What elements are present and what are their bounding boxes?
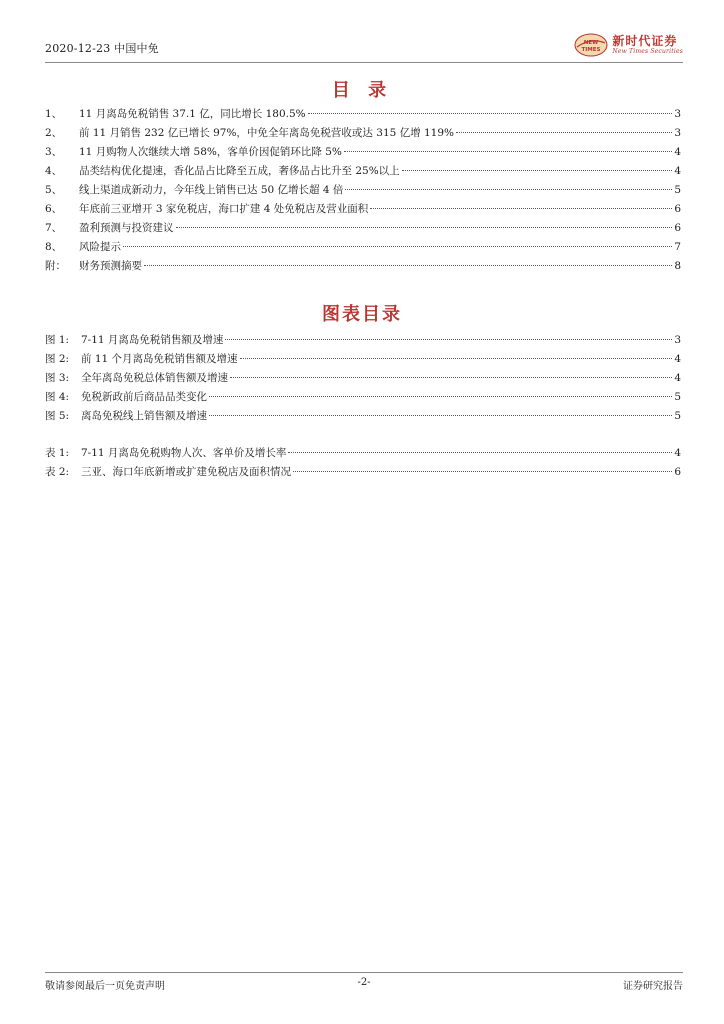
dot-leader <box>344 150 672 152</box>
entry-title: 免税新政前后商品品类变化 <box>81 391 207 403</box>
dot-leader <box>240 357 673 359</box>
page-number: -2- <box>357 977 371 988</box>
dot-leader <box>402 169 673 171</box>
entry-number: 7、 <box>45 222 63 234</box>
footer-report-type: 证券研究报告 <box>623 981 683 992</box>
entry-title: 线上渠道成新动力，今年线上销售已达 50 亿增长超 4 倍 <box>79 184 344 196</box>
toc-entry[interactable] <box>45 258 681 277</box>
entry-page-number: 6 <box>674 222 681 234</box>
svg-text:NEW: NEW <box>584 40 599 46</box>
toc-entry[interactable] <box>45 201 681 220</box>
entry-page-number: 4 <box>674 372 681 384</box>
entry-page-number: 4 <box>674 447 681 459</box>
entry-page-number: 7 <box>674 241 681 253</box>
dot-leader <box>123 245 672 247</box>
entry-page-number: 5 <box>674 184 681 196</box>
figure-entry[interactable] <box>45 351 681 370</box>
footer-divider <box>45 972 683 973</box>
table-entry[interactable] <box>45 464 681 483</box>
header-divider <box>45 62 683 63</box>
entry-page-number: 8 <box>674 260 681 272</box>
entry-page-number: 6 <box>674 466 681 478</box>
header-date-company: 2020-12-23 中国中免 <box>45 42 159 55</box>
dot-leader <box>209 395 672 397</box>
entry-number: 附： <box>45 260 66 272</box>
toc-entry[interactable] <box>45 163 681 182</box>
entry-title: 风险提示 <box>79 241 121 253</box>
tables-list <box>45 445 681 483</box>
footer-disclaimer: 敬请参阅最后一页免责声明 <box>45 981 165 992</box>
entry-title: 前 11 个月离岛免税销售额及增速 <box>81 353 238 365</box>
logo-chinese-name: 新时代证券 <box>612 33 678 48</box>
entry-page-number: 6 <box>674 203 681 215</box>
entry-title: 三亚、海口年底新增或扩建免税店及面积情况 <box>81 466 291 478</box>
entry-number: 6、 <box>45 203 63 215</box>
entry-title: 全年离岛免税总体销售额及增速 <box>81 372 228 384</box>
entry-number: 4、 <box>45 165 63 177</box>
entry-number: 图 4: <box>45 391 70 403</box>
dot-leader <box>176 226 673 228</box>
toc-entry[interactable] <box>45 239 681 258</box>
dot-leader <box>288 451 672 453</box>
dot-leader <box>345 188 672 190</box>
page-header <box>45 30 683 62</box>
figure-entry[interactable] <box>45 370 681 389</box>
entry-page-number: 3 <box>674 334 681 346</box>
dot-leader <box>225 338 672 340</box>
entry-page-number: 4 <box>674 165 681 177</box>
entry-number: 图 2: <box>45 353 70 365</box>
entry-title: 前 11 月销售 232 亿已增长 97%，中免全年离岛免税营收或达 315 亿增 119% <box>79 127 454 139</box>
entry-page-number: 3 <box>674 108 681 120</box>
entry-page-number: 4 <box>674 146 681 158</box>
entry-title: 7-11 月离岛免税购物人次、客单价及增长率 <box>81 447 287 459</box>
toc-entry[interactable] <box>45 182 681 201</box>
dot-leader <box>456 131 672 133</box>
dot-leader <box>144 264 672 266</box>
figures-heading: 图表目录 <box>322 304 402 325</box>
entry-page-number: 4 <box>674 353 681 365</box>
entry-title: 盈利预测与投资建议 <box>79 222 174 234</box>
figure-entry[interactable] <box>45 408 681 427</box>
entry-title: 财务预测摘要 <box>79 260 142 272</box>
entry-number: 图 5: <box>45 410 70 422</box>
logo-badge-icon <box>574 33 608 57</box>
dot-leader <box>293 470 672 472</box>
dot-leader <box>209 414 672 416</box>
figure-entry[interactable] <box>45 389 681 408</box>
entry-title: 品类结构优化提速，香化品占比降至五成，奢侈品占比升至 25%以上 <box>79 165 400 177</box>
entry-number: 8、 <box>45 241 63 253</box>
figure-entry[interactable] <box>45 332 681 351</box>
toc-entry[interactable] <box>45 125 681 144</box>
entry-number: 图 3: <box>45 372 70 384</box>
entry-page-number: 5 <box>674 410 681 422</box>
toc-list <box>45 106 681 277</box>
toc-entry[interactable] <box>45 106 681 125</box>
entry-number: 2、 <box>45 127 63 139</box>
company-logo <box>574 30 683 60</box>
entry-number: 5、 <box>45 184 63 196</box>
entry-title: 离岛免税线上销售额及增速 <box>81 410 207 422</box>
figures-list <box>45 332 681 427</box>
dot-leader <box>370 207 672 209</box>
entry-number: 图 1: <box>45 334 70 346</box>
entry-title: 年底前三亚增开 3 家免税店，海口扩建 4 处免税店及营业面积 <box>79 203 369 215</box>
svg-text:TIMES: TIMES <box>581 47 601 53</box>
entry-number: 表 2: <box>45 466 70 478</box>
toc-heading: 目 录 <box>331 80 393 101</box>
entry-number: 表 1: <box>45 447 70 459</box>
entry-number: 3、 <box>45 146 63 158</box>
toc-entry[interactable] <box>45 220 681 239</box>
entry-title: 7-11 月离岛免税销售额及增速 <box>81 334 224 346</box>
entry-title: 11 月购物人次继续大增 58%，客单价因促销环比降 5% <box>79 146 342 158</box>
toc-entry[interactable] <box>45 144 681 163</box>
entry-number: 1、 <box>45 108 63 120</box>
table-entry[interactable] <box>45 445 681 464</box>
entry-page-number: 5 <box>674 391 681 403</box>
entry-page-number: 3 <box>674 127 681 139</box>
logo-english-name: New Times Securities <box>612 47 683 55</box>
dot-leader <box>230 376 672 378</box>
entry-title: 11 月离岛免税销售 37.1 亿，同比增长 180.5% <box>79 108 306 120</box>
dot-leader <box>308 112 673 114</box>
